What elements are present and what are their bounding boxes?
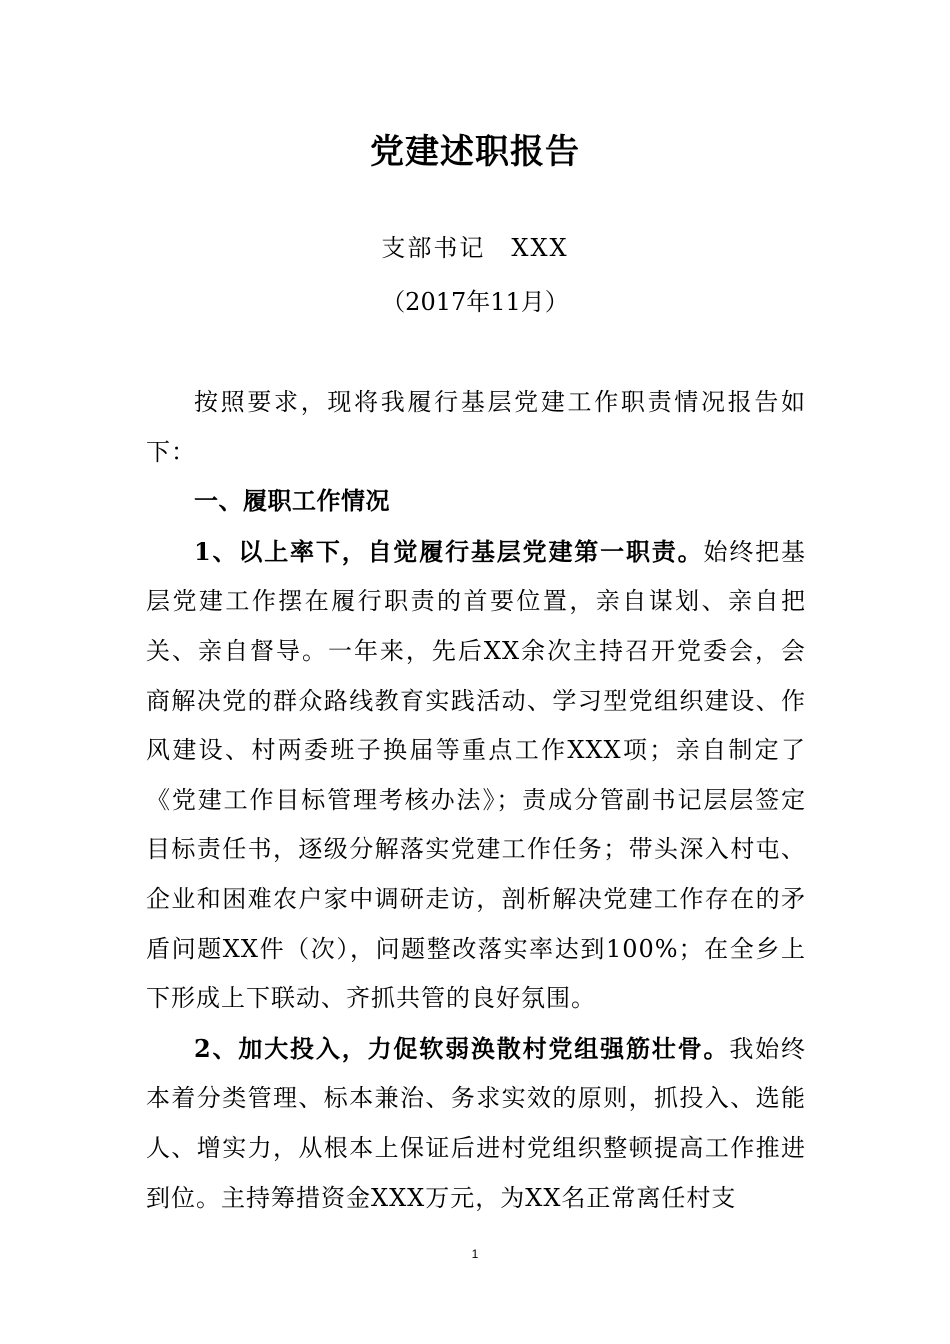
author-line xyxy=(0,228,950,268)
report-date: （2017年11月） xyxy=(381,288,569,316)
intro-paragraph: 按照要求，现将我履行基层党建工作职责情况报告如下： xyxy=(146,388,806,466)
paragraph-text: 我始终本着分类管理、标本兼治、务求实效的原则，抓投入、选能人、增实力，从根本上保证后进村党组织整顿提高工作推进到位。主持筹措资金XXX万元，为XX名正常离任村支 xyxy=(146,1034,807,1212)
section-heading: 一、履职工作情况 xyxy=(194,487,390,516)
page-number: 1 xyxy=(471,1247,479,1261)
body-paragraph-2 xyxy=(146,1024,806,1223)
paragraph-text: 始终把基层党建工作摆在履行职责的首要位置，亲自谋划、亲自把关、亲自督导。一年来，先后XX余次主持召开党委会，会商解决党的群众路线教育实践活动、学习型党组织建设、作风建设、村两委班子换届等重点工作XXX项；亲自制定了《党建工作目标管理考核办法》；责成分管副书记层层签定目标责任书，逐级分解落实党建工作任务；带头深入村屯、企业和困难农户家中调研走访，剖析解决党建工作存在的矛盾问题XX件（次），问题整改落实率达到100%；在全乡上下形成上下联动、齐抓共管的良好氛围。 xyxy=(146,537,807,1013)
author-role: 支部书记 xyxy=(381,234,486,262)
author-name: XXX xyxy=(511,234,569,262)
report-body xyxy=(146,378,806,1223)
paragraph-lead: 2、加大投入，力促软弱涣散村党组强筋壮骨。 xyxy=(194,1033,730,1063)
body-paragraph-1 xyxy=(146,527,806,1024)
paragraph-lead: 1、以上率下，自觉履行基层党建第一职责。 xyxy=(194,536,704,566)
page-title: 党建述职报告 xyxy=(370,132,580,172)
